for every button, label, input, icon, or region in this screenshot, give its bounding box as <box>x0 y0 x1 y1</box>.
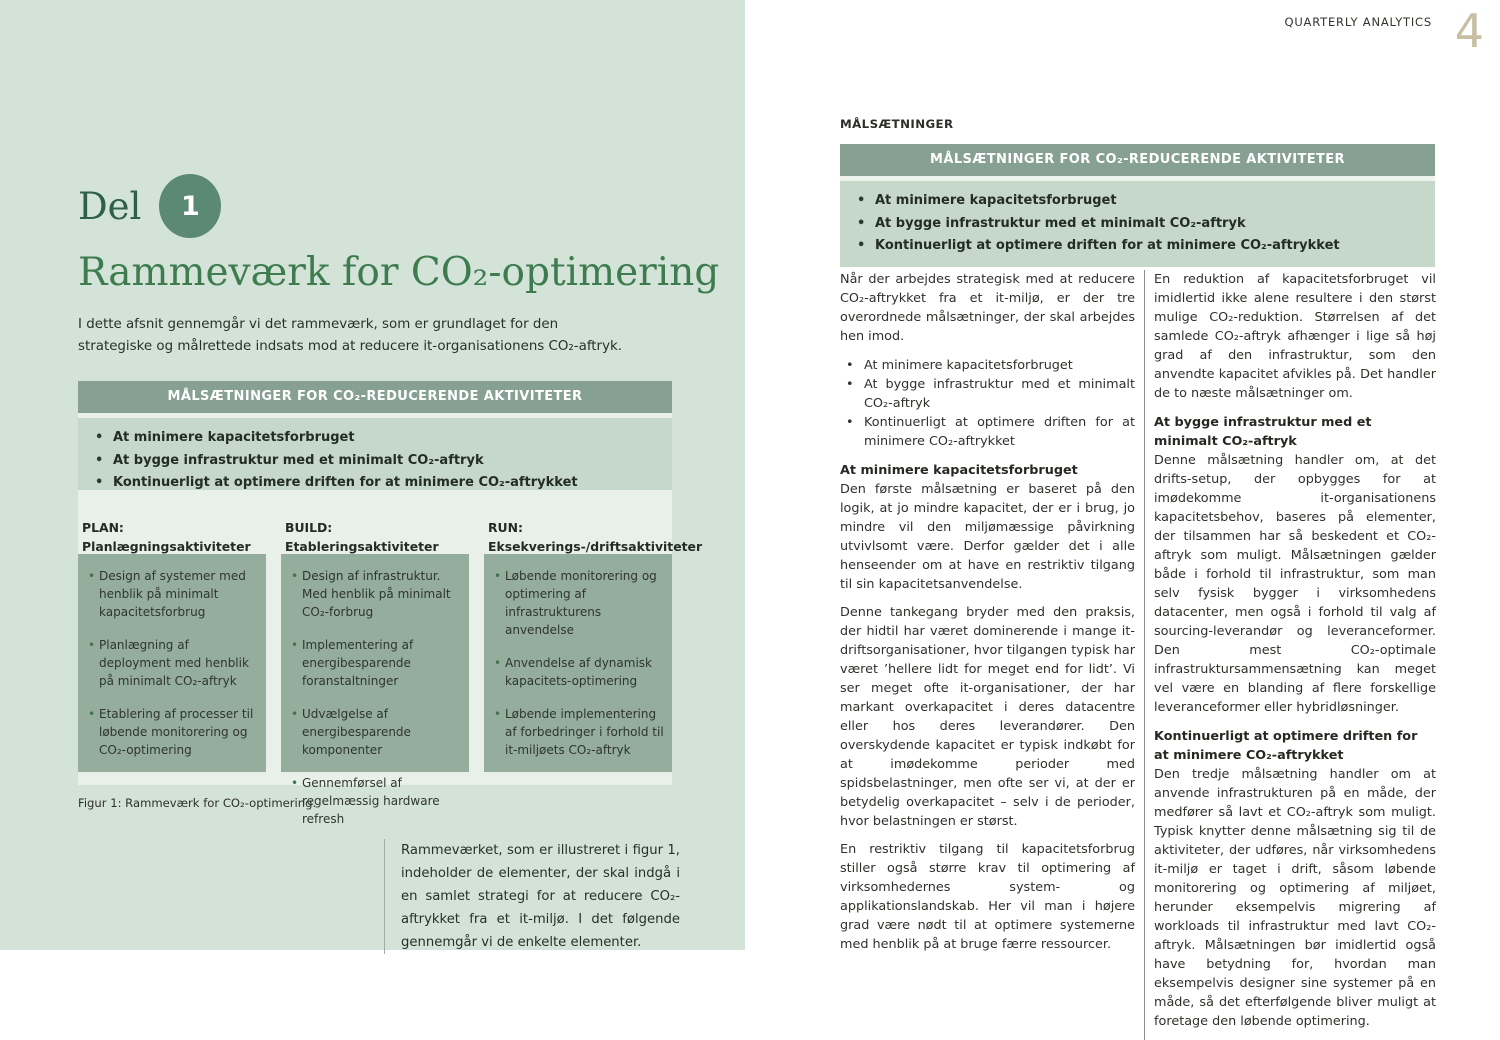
part-label: Del <box>78 184 142 228</box>
figure-column-header <box>78 490 266 554</box>
body-column-right <box>1145 270 1436 1040</box>
activity-item: • Design af systemer med henblik på minimalt kapacitetsforbrug <box>88 567 258 621</box>
body-columns <box>840 270 1436 1040</box>
page-number: 4 <box>1454 4 1484 58</box>
activity-item: • Løbende monitorering og optimering af infrastrukturens anvendelse <box>494 567 664 639</box>
objective-item: • Kontinuerligt at optimere driften for at minimere CO₂-aftrykket <box>78 472 662 495</box>
figure-caption: Figur 1: Rammeværk for CO₂-optimering. <box>78 796 317 810</box>
bullet-item: • At bygge infrastruktur med et minimalt CO₂-aftryk <box>840 375 1135 413</box>
objectives-header-bar: MÅLSÆTNINGER FOR CO₂-REDUCERENDE AKTIVITETER <box>840 144 1435 176</box>
left-page <box>0 0 745 950</box>
phase-label: PLAN: <box>82 520 124 535</box>
figure-column-build <box>281 490 469 826</box>
activity-item: • Gennemførsel af regelmæssig hardware refresh <box>291 774 461 828</box>
figure-column-box <box>78 554 266 772</box>
paragraph: Den tredje målsætning handler om at anvende infrastrukturen på en måde, der medfører så lavt et CO₂-aftryk som muligt. Typisk knytter denne målsætning sig til de aktiviteter, der udføres, når virksomhedens it-miljø er taget i drift, såsom løbende monitorering og optimering af miljøet, herunder eksempelvis migrering af workloads til infrastruktur med lavt CO₂-aftryk. Målsætningen bør imidlertid også have betydning for, hvordan man eksempelvis designer sine systemer på en måde, så det efterfølgende bliver muligt at foretage den løbende optimering. <box>1154 767 1436 1029</box>
callout-text: Rammeværket, som er illustreret i figur 1, indeholder de elementer, der skal indgå i en samlet strategi for at reducere CO₂-aftrykket fra et it-miljø. I det følgende gennemgår vi de enkelte elementer. <box>384 839 680 954</box>
subheading: At minimere kapacitetsforbruget <box>840 463 1078 478</box>
objective-item: • At bygge infrastruktur med et minimalt CO₂-aftryk <box>78 450 662 473</box>
objective-item: • At bygge infrastruktur med et minimalt CO₂-aftryk <box>840 213 1425 236</box>
right-page <box>745 0 1500 1029</box>
figure-column-header <box>484 490 703 554</box>
paragraph: Når der arbejdes strategisk med at reducere CO₂-aftrykket fra et it-miljø, er der tre overordnede målsætninger, der skal arbejdes hen imod. <box>840 272 1135 344</box>
activity-item: • Anvendelse af dynamisk kapacitets-optimering <box>494 654 664 690</box>
paragraph: Denne målsætning handler om, at det drifts-setup, der opbygges for at imødekomme it-organisationens kapacitetsbehov, baseres på elementer, der tilsammen har så beskedent et CO₂-aftryk som muligt. Målsætningen gælder både i forhold til infrastruktur, som man selv fysisk bygger i virksomhedens datacenter, men også i forhold til valg af sourcing-leverandør og leveranceformer. Den mest CO₂-optimale infrastruktursammensætning kan meget vel være en blanding af flere forskellige leveranceformer eller hybridløsninger. <box>1154 453 1436 715</box>
page-title: Rammeværk for CO₂-optimering <box>78 250 720 295</box>
objective-item: • At minimere kapacitetsforbruget <box>78 427 662 450</box>
activity-item: • Løbende implementering af forbedringer i forhold til it-miljøets CO₂-aftryk <box>494 705 664 759</box>
phase-subtitle: Eksekverings-/driftsaktiviteter <box>488 539 703 554</box>
part-number: 1 <box>181 190 200 222</box>
part-header <box>78 174 221 238</box>
figure-column-run <box>484 490 703 785</box>
activity-item: • Planlægning af deployment med henblik på minimalt CO₂-aftryk <box>88 636 258 690</box>
objectives-list <box>840 176 1435 267</box>
figure-column-box <box>281 554 469 826</box>
running-header: QUARTERLY ANALYTICS <box>1284 15 1432 29</box>
part-number-badge <box>159 174 221 238</box>
paragraph: En reduktion af kapacitetsforbruget vil imidlertid ikke alene resultere i den størst mulige CO₂-reduktion. Størrelsen af det samlede CO₂-aftryk afhænger i lige så høj grad af den infrastruktur, som den anvendte kapacitet afvikles på. Det handler de to næste målsætninger om. <box>1154 272 1436 401</box>
figure-column-header <box>281 490 469 554</box>
subheading: At bygge infrastruktur med et minimalt CO₂-aftryk <box>1154 415 1372 449</box>
objective-item: • At minimere kapacitetsforbruget <box>840 190 1425 213</box>
activity-item: • Implementering af energibesparende foranstaltninger <box>291 636 461 690</box>
figure-column-box <box>484 554 672 772</box>
subheading: Kontinuerligt at optimere driften for at minimere CO₂-aftrykket <box>1154 729 1418 763</box>
body-column-left <box>840 270 1145 1040</box>
paragraph: En restriktiv tilgang til kapacitetsforbrug stiller også større krav til optimering af virksomhedernes system- og applikationslandskab. Her vil man i højere grad være nødt til at optimere systemerne med henblik på at bruge færre ressourcer. <box>840 842 1135 952</box>
section-label: MÅLSÆTNINGER <box>840 117 954 131</box>
phase-subtitle: Etableringsaktiviteter <box>285 539 439 554</box>
body-bullet-list <box>840 356 1135 451</box>
intro-text: I dette afsnit gennemgår vi det rammeværk, som er grundlaget for den strategiske og målrettede indsats mod at reducere it-organisationens CO₂-aftryk. <box>78 317 622 354</box>
bullet-item: • At minimere kapacitetsforbruget <box>840 356 1135 375</box>
paragraph: Den første målsætning er baseret på den logik, at jo mindre kapacitet, der er i brug, jo mindre vil den miljømæssige påvirkning utvivlsomt være. Derfor gælder det i alle henseender om at have en restriktiv tilgang til sin kapacitetsanvendelse. <box>840 482 1135 592</box>
objective-item: • Kontinuerligt at optimere driften for at minimere CO₂-aftrykket <box>840 235 1425 258</box>
phase-subtitle: Planlægningsaktiviteter <box>82 539 251 554</box>
activity-item: • Design af infrastruktur. Med henblik på minimalt CO₂-forbrug <box>291 567 461 621</box>
objectives-header-bar: MÅLSÆTNINGER FOR CO₂-REDUCERENDE AKTIVITETER <box>78 381 672 413</box>
phase-label: RUN: <box>488 520 523 535</box>
paragraph: Denne tankegang bryder med den praksis, der hidtil har været dominerende i mange it-driftsorganisationer, hvor tilgangen typisk har været ’hellere lidt for meget end for lidt’. Vi ser meget ofte it-organisationer, der har markant overkapacitet i deres datacentre eller hos deres leverandører. Den overskydende kapacitet er typisk indkøbt for at imødekomme perioder med spidsbelastninger, men ofte ser vi, at der er betydelig overkapacitet – selv i de perioder, hvor belastningen er størst. <box>840 605 1135 829</box>
figure-column-plan <box>78 490 266 785</box>
bullet-item: • Kontinuerligt at optimere driften for at minimere CO₂-aftrykket <box>840 413 1135 451</box>
phase-label: BUILD: <box>285 520 333 535</box>
activity-item: • Etablering af processer til løbende monitorering og CO₂-optimering <box>88 705 258 759</box>
activity-item: • Udvælgelse af energibesparende komponenter <box>291 705 461 759</box>
